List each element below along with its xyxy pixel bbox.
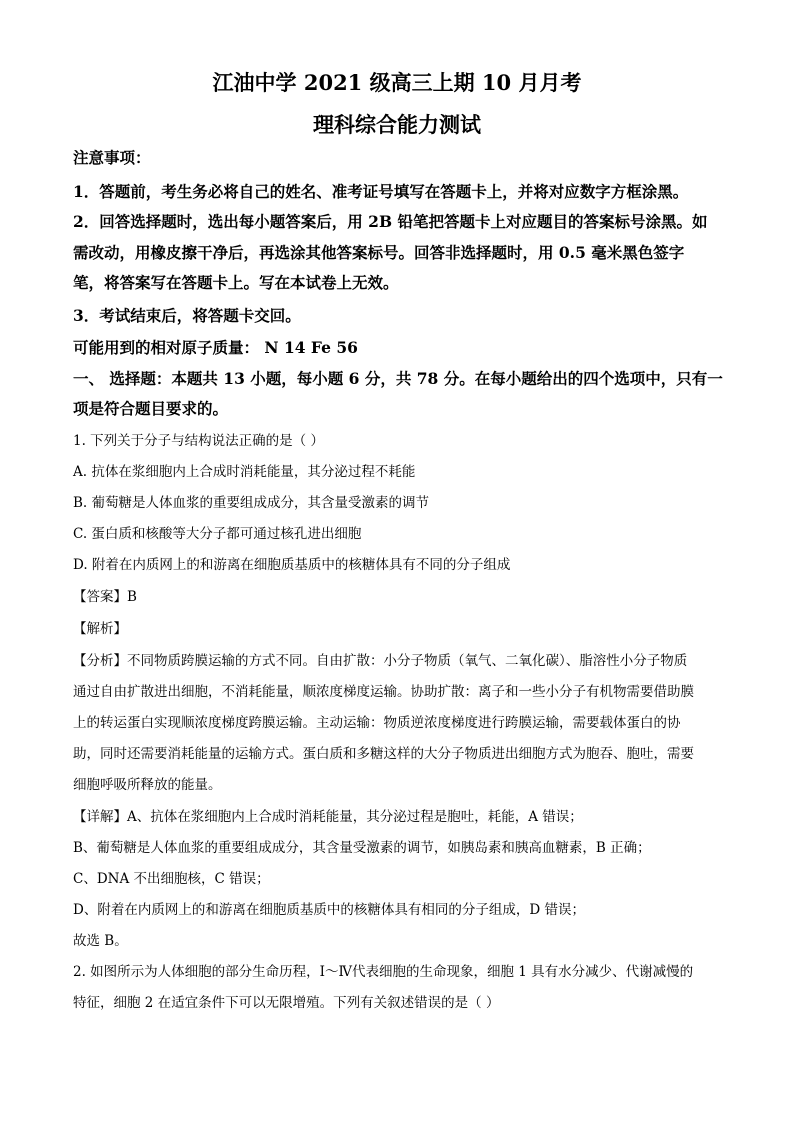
section-1-line-2: 项是符合题目要求的。 [73,399,229,418]
question-2-line-1: 2. 如图所示为人体细胞的部分生命历程，Ⅰ～Ⅳ代表细胞的生命现象，细胞 1 具有水分减少、代谢减慢的 [73,964,694,980]
note-item-2-line-1: 2．回答选择题时，选出每小题答案后，用 2B 铅笔把答题卡上对应题目的答案标号涂黑。如 [73,212,708,231]
detail-line-b: B、葡萄糖是人体血浆的重要组成成分，其含量受激素的调节，如胰岛素和胰高血糖素，B 正确； [73,840,651,856]
detail-line-d: D、附着在内质网上的和游离在细胞质基质中的核糖体具有相同的分子组成，D 错误； [73,902,585,918]
analysis-line-2: 通过自由扩散进出细胞，不消耗能量，顺浓度梯度运输。协助扩散：离子和一些小分子有机物需要借助膜 [73,684,694,700]
question-1-option-c: C. 蛋白质和核酸等大分子都可通过核孔进出细胞 [73,526,362,542]
note-item-2-line-3: 笔，将答案写在答题卡上。写在本试卷上无效。 [73,273,399,292]
question-2-line-2: 特征，细胞 2 在适宜条件下可以无限增殖。下列有关叙述错误的是（ ） [73,995,500,1011]
question-1-option-b: B. 葡萄糖是人体血浆的重要组成成分，其含量受激素的调节 [73,495,430,511]
note-item-1: 1．答题前，考生务必将自己的姓名、准考证号填写在答题卡上，并将对应数字方框涂黑。 [73,182,689,201]
detail-line-a: 【详解】A、抗体在浆细胞内上合成时消耗能量，其分泌过程是胞吐，耗能，A 错误； [73,809,583,825]
note-item-2-line-2: 需改动，用橡皮擦干净后，再选涂其他答案标号。回答非选择题时，用 0.5 毫米黑色签字 [73,243,685,262]
analysis-line-4: 助，同时还需要消耗能量的运输方式。蛋白质和多糖这样的大分子物质进出细胞方式为胞吞、胞吐，需要 [73,746,694,762]
section-1-line-1: 一、 选择题：本题共 13 小题，每小题 6 分，共 78 分。在每小题给出的四个选项中，只有一 [73,369,723,388]
atomic-mass-line: 可能用到的相对原子质量： N 14 Fe 56 [73,338,358,357]
notes-heading: 注意事项： [73,148,151,167]
question-1-conclusion: 故选 B。 [73,933,128,949]
question-1-option-a: A. 抗体在浆细胞内上合成时消耗能量，其分泌过程不耗能 [73,464,416,480]
analysis-line-1: 【分析】不同物质跨膜运输的方式不同。自由扩散：小分子物质（氧气、二氧化碳）、脂溶性小分子物质 [73,653,688,669]
analysis-line-5: 细胞呼吸所释放的能量。 [73,777,222,793]
exam-title: 江油中学 2021 级高三上期 10 月月考 [212,70,582,95]
question-1-answer: 【答案】B [73,589,137,605]
exam-subtitle: 理科综合能力测试 [313,112,481,137]
analysis-line-3: 上的转运蛋白实现顺浓度梯度跨膜运输。主动运输：物质逆浓度梯度进行跨膜运输，需要载体蛋白的协 [73,715,681,731]
question-1-analysis-label: 【解析】 [73,621,127,637]
question-1-option-d: D. 附着在内质网上的和游离在细胞质基质中的核糖体具有不同的分子组成 [73,557,511,573]
detail-line-c: C、DNA 不出细胞核，C 错误； [73,871,270,887]
note-item-3: 3．考试结束后，将答题卡交回。 [73,306,301,325]
question-1-stem: 1. 下列关于分子与结构说法正确的是（ ） [73,433,324,449]
